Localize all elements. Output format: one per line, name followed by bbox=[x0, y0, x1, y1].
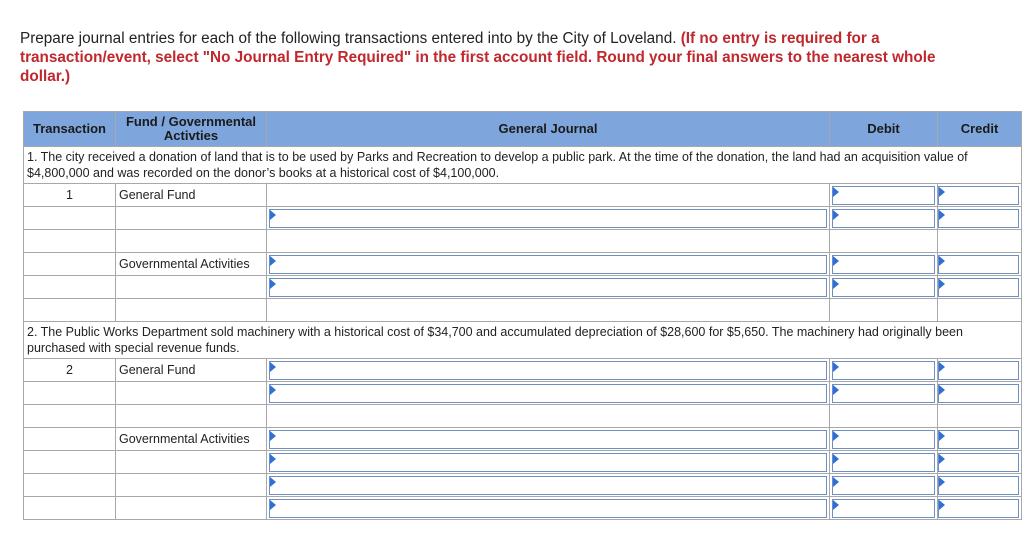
account-cell bbox=[267, 184, 830, 207]
dropdown-marker-icon bbox=[939, 477, 945, 487]
credit-input[interactable] bbox=[938, 476, 1019, 495]
debit-input[interactable] bbox=[832, 209, 935, 228]
account-input[interactable] bbox=[269, 476, 827, 495]
debit-input[interactable] bbox=[832, 499, 935, 518]
transaction-number: 1 bbox=[24, 184, 116, 207]
journal-row bbox=[24, 184, 1022, 207]
debit-input[interactable] bbox=[832, 453, 935, 472]
credit-input[interactable] bbox=[938, 499, 1019, 518]
dropdown-marker-icon bbox=[939, 210, 945, 220]
credit-input[interactable] bbox=[938, 453, 1019, 472]
transaction-number: 2 bbox=[24, 359, 116, 382]
dropdown-marker-icon bbox=[939, 256, 945, 266]
account-input[interactable] bbox=[269, 209, 827, 228]
journal-row bbox=[24, 253, 1022, 276]
journal-table bbox=[23, 111, 1022, 520]
debit-input[interactable] bbox=[832, 430, 935, 449]
dropdown-marker-icon bbox=[939, 279, 945, 289]
transaction-description: 1. The city received a donation of land that is to be used by Parks and Recreation to develop a public park. At the time of the donation, the land had an acquisition value of $4,800,000 and was recorded on the donor’s books at a historical cost of $4,100,000. bbox=[24, 147, 1022, 184]
debit-input[interactable] bbox=[832, 476, 935, 495]
dropdown-marker-icon bbox=[833, 362, 839, 372]
debit-cell bbox=[830, 184, 938, 207]
dropdown-marker-icon bbox=[270, 210, 276, 220]
credit-input[interactable] bbox=[938, 186, 1019, 205]
debit-input[interactable] bbox=[832, 278, 935, 297]
journal-row bbox=[24, 451, 1022, 474]
instructions bbox=[20, 29, 980, 86]
dropdown-marker-icon bbox=[939, 187, 945, 197]
journal-row bbox=[24, 276, 1022, 299]
instructions-text: Prepare journal entries for each of the following transactions entered into by the City of Loveland. bbox=[20, 30, 677, 47]
credit-cell bbox=[938, 184, 1022, 207]
dropdown-marker-icon bbox=[270, 454, 276, 464]
credit-input[interactable] bbox=[938, 278, 1019, 297]
header-fund: Fund / Governmental Activties bbox=[116, 112, 267, 147]
journal-row bbox=[24, 382, 1022, 405]
dropdown-marker-icon bbox=[939, 431, 945, 441]
dropdown-marker-icon bbox=[939, 500, 945, 510]
header-credit: Credit bbox=[938, 112, 1022, 147]
account-input[interactable] bbox=[269, 499, 827, 518]
credit-input[interactable] bbox=[938, 384, 1019, 403]
dropdown-marker-icon bbox=[833, 477, 839, 487]
journal-row bbox=[24, 299, 1022, 322]
fund-label: Governmental Activities bbox=[116, 428, 267, 451]
dropdown-marker-icon bbox=[833, 256, 839, 266]
dropdown-marker-icon bbox=[270, 477, 276, 487]
journal-row bbox=[24, 405, 1022, 428]
dropdown-marker-icon bbox=[939, 454, 945, 464]
journal-row bbox=[24, 497, 1022, 520]
dropdown-marker-icon bbox=[270, 256, 276, 266]
journal-row bbox=[24, 230, 1022, 253]
dropdown-marker-icon bbox=[270, 500, 276, 510]
transaction-description-row bbox=[24, 322, 1022, 359]
journal-row bbox=[24, 359, 1022, 382]
debit-input[interactable] bbox=[832, 384, 935, 403]
account-input[interactable] bbox=[269, 384, 827, 403]
dropdown-marker-icon bbox=[270, 385, 276, 395]
dropdown-marker-icon bbox=[833, 385, 839, 395]
fund-label: Governmental Activities bbox=[116, 253, 267, 276]
account-input[interactable] bbox=[269, 430, 827, 449]
dropdown-marker-icon bbox=[833, 187, 839, 197]
credit-input[interactable] bbox=[938, 255, 1019, 274]
dropdown-marker-icon bbox=[270, 279, 276, 289]
credit-input[interactable] bbox=[938, 209, 1019, 228]
debit-input[interactable] bbox=[832, 255, 935, 274]
dropdown-marker-icon bbox=[939, 385, 945, 395]
credit-input[interactable] bbox=[938, 430, 1019, 449]
header-general-journal: General Journal bbox=[267, 112, 830, 147]
credit-input[interactable] bbox=[938, 361, 1019, 380]
fund-label: General Fund bbox=[116, 359, 267, 382]
header-debit: Debit bbox=[830, 112, 938, 147]
fund-label: General Fund bbox=[116, 184, 267, 207]
dropdown-marker-icon bbox=[270, 431, 276, 441]
header-transaction: Transaction bbox=[24, 112, 116, 147]
dropdown-marker-icon bbox=[833, 500, 839, 510]
account-input[interactable] bbox=[269, 278, 827, 297]
dropdown-marker-icon bbox=[833, 454, 839, 464]
transaction-description-row bbox=[24, 147, 1022, 184]
dropdown-marker-icon bbox=[270, 362, 276, 372]
debit-input[interactable] bbox=[832, 186, 935, 205]
journal-row bbox=[24, 474, 1022, 497]
instructions-note: (If no entry is required for a transaction/event, select "No Journal Entry Required" in the first account field. Round your final answers to the nearest whole dollar.) bbox=[20, 30, 936, 85]
account-input[interactable] bbox=[269, 361, 827, 380]
journal-row bbox=[24, 207, 1022, 230]
transaction-description: 2. The Public Works Department sold machinery with a historical cost of $34,700 and accumulated depreciation of $28,600 for $5,650. The machinery had originally been purchased with special revenue funds. bbox=[24, 322, 1022, 359]
account-input[interactable] bbox=[269, 453, 827, 472]
dropdown-marker-icon bbox=[939, 362, 945, 372]
dropdown-marker-icon bbox=[833, 431, 839, 441]
header-row bbox=[24, 112, 1022, 147]
debit-input[interactable] bbox=[832, 361, 935, 380]
dropdown-marker-icon bbox=[833, 210, 839, 220]
journal-row bbox=[24, 428, 1022, 451]
account-input[interactable] bbox=[269, 255, 827, 274]
dropdown-marker-icon bbox=[833, 279, 839, 289]
